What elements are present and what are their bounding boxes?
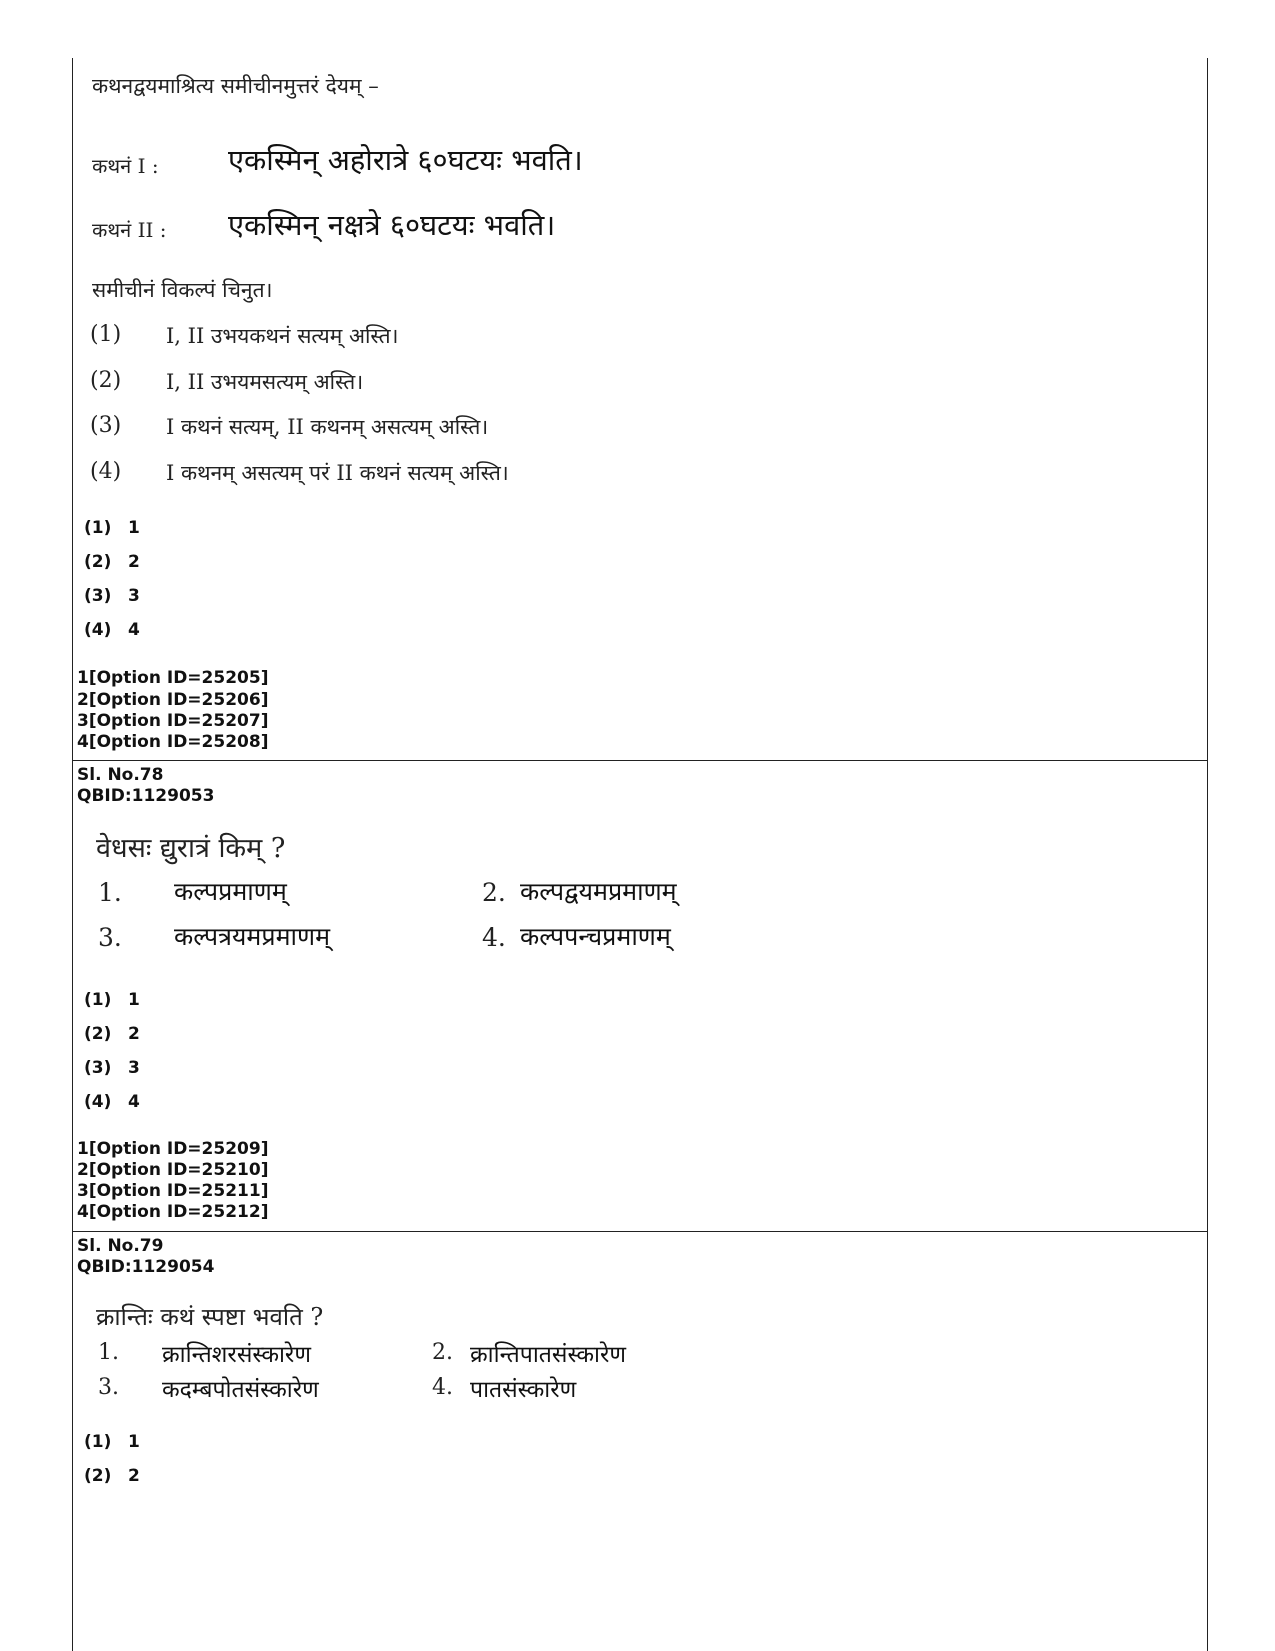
statement-2-label: कथनं II :	[92, 218, 167, 242]
option-id: 2[Option ID=25210]	[77, 1160, 269, 1180]
choice-number: (2)	[90, 368, 122, 393]
qbid: QBID:1129053	[77, 786, 215, 806]
serial-number: Sl. No.78	[77, 765, 164, 785]
choice-number: 3.	[98, 923, 122, 952]
option-id: 3[Option ID=25207]	[77, 711, 269, 731]
choice-number: 4.	[482, 923, 506, 952]
answer-option[interactable]: (3) 3	[84, 586, 140, 606]
choice-number: 2.	[482, 878, 506, 907]
question-text: क्रान्तिः कथं स्पष्टा भवति ?	[96, 1303, 324, 1331]
qbid: QBID:1129054	[77, 1257, 215, 1277]
prompt: समीचीनं विकल्पं चिनुत।	[92, 278, 273, 302]
choice-text: कल्पपन्चप्रमाणम्	[520, 922, 671, 951]
choice-number: 2.	[432, 1340, 453, 1365]
choice-text: कल्पप्रमाणम्	[174, 877, 287, 906]
choice-text: I, II उभयकथनं सत्यम् अस्ति।	[166, 324, 399, 348]
option-id: 4[Option ID=25208]	[77, 732, 269, 752]
choice-number: 3.	[98, 1375, 119, 1400]
choice-text: I, II उभयमसत्यम् अस्ति।	[166, 370, 364, 394]
answer-option[interactable]: (1) 1	[84, 518, 140, 538]
statement-1-label: कथनं I :	[92, 154, 159, 178]
choice-number: 1.	[98, 1340, 119, 1365]
answer-option[interactable]: (4) 4	[84, 620, 140, 640]
choice-text: कल्पद्वयमप्रमाणम्	[520, 877, 677, 906]
choice-text: क्रान्तिशरसंस्कारेण	[162, 1342, 311, 1368]
answer-option[interactable]: (2) 2	[84, 552, 140, 572]
choice-number: (1)	[90, 322, 122, 347]
choice-text: I कथनम् असत्यम् परं II कथनं सत्यम् अस्ति।	[166, 461, 509, 485]
option-id: 4[Option ID=25212]	[77, 1202, 269, 1222]
question-divider	[72, 1231, 1208, 1232]
question-text: वेधसः द्युरात्रं किम् ?	[96, 833, 286, 864]
serial-number: Sl. No.79	[77, 1236, 164, 1256]
choice-text: पातसंस्कारेण	[470, 1377, 577, 1403]
choice-text: क्रान्तिपातसंस्कारेण	[470, 1342, 627, 1368]
choice-text: कल्पत्रयमप्रमाणम्	[174, 922, 331, 951]
answer-option[interactable]: (1) 1	[84, 1432, 140, 1452]
choice-number: (4)	[90, 459, 122, 484]
choice-text: कदम्बपोतसंस्कारेण	[162, 1377, 319, 1403]
answer-option[interactable]: (2) 2	[84, 1024, 140, 1044]
statement-1-text: एकस्मिन् अहोरात्रे ६०घटयः भवति।	[228, 143, 583, 177]
option-id: 1[Option ID=25205]	[77, 668, 269, 688]
statement-2-text: एकस्मिन् नक्षत्रे ६०घटयः भवति।	[228, 208, 556, 242]
option-id: 1[Option ID=25209]	[77, 1139, 269, 1159]
choice-number: 1.	[98, 878, 122, 907]
choice-text: I कथनं सत्यम्, II कथनम् असत्यम् अस्ति।	[166, 415, 489, 439]
answer-option[interactable]: (1) 1	[84, 990, 140, 1010]
answer-option[interactable]: (4) 4	[84, 1092, 140, 1112]
instruction: कथनद्वयमाश्रित्य समीचीनमुत्तरं देयम् –	[92, 74, 379, 98]
option-id: 2[Option ID=25206]	[77, 690, 269, 710]
question-divider	[72, 760, 1208, 761]
option-id: 3[Option ID=25211]	[77, 1181, 269, 1201]
choice-number: 4.	[432, 1375, 453, 1400]
answer-option[interactable]: (3) 3	[84, 1058, 140, 1078]
answer-option[interactable]: (2) 2	[84, 1466, 140, 1486]
choice-number: (3)	[90, 413, 122, 438]
